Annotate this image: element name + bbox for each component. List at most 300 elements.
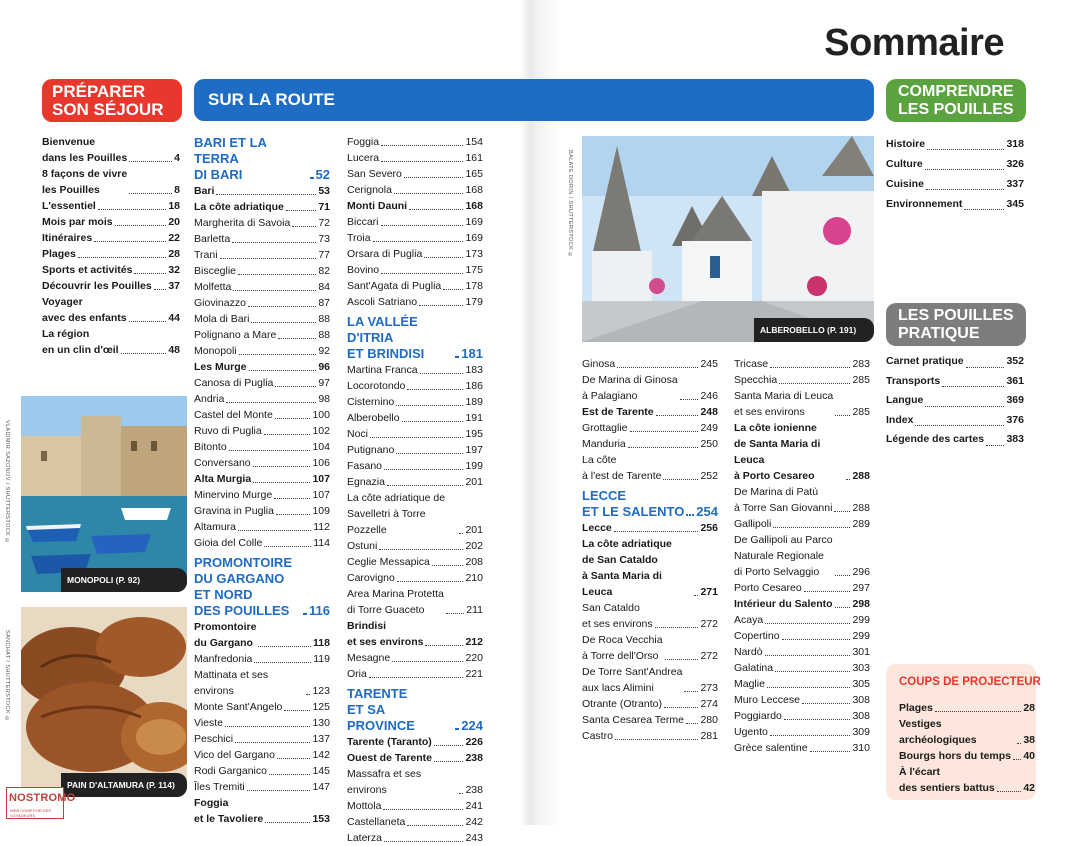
photo-credit: SANCHAT / SHUTTERSTOCK © (4, 630, 10, 723)
toc-entry-page: 100 (312, 409, 330, 421)
toc-entry-page: 361 (1006, 374, 1024, 387)
leader-dots (238, 530, 311, 531)
toc-entry[interactable] (194, 715, 330, 731)
leader-dots (129, 321, 167, 322)
toc-entry-title: Manduria (582, 438, 626, 450)
toc-entry[interactable] (194, 311, 330, 327)
toc-entry-title: Carovigno (347, 572, 395, 584)
section-label: PRÉPARER SON SÉJOUR (52, 82, 164, 119)
toc-entry[interactable] (347, 538, 483, 554)
toc-entry[interactable] (347, 150, 483, 166)
toc-entry[interactable] (734, 532, 870, 580)
toc-entry-page: 202 (465, 540, 483, 552)
toc-entry[interactable] (194, 183, 330, 199)
toc-entry[interactable] (734, 724, 870, 740)
toc-entry-page: 221 (465, 668, 483, 680)
toc-entry[interactable] (194, 135, 330, 183)
toc-entry-title: La côte adriatique de Savelletri à Torre Pozzelle (347, 492, 446, 536)
toc-entry-title: Monti Dauni (347, 200, 408, 212)
leader-dots (775, 671, 850, 672)
toc-entry-title: Les Murge (194, 361, 247, 373)
toc-entry-page: 18 (168, 200, 180, 212)
leader-dots (264, 434, 311, 435)
toc-entry-page: 352 (1006, 355, 1024, 367)
toc-entry-title: Mois par mois (42, 216, 113, 228)
toc-entry[interactable] (194, 343, 330, 359)
toc-entry[interactable] (582, 664, 718, 696)
toc-entry[interactable] (347, 490, 483, 538)
leader-dots (247, 790, 311, 791)
toc-entry-title: Biccari (347, 216, 379, 228)
leader-dots (396, 405, 463, 406)
leader-dots (614, 531, 699, 532)
toc-entry[interactable] (734, 596, 870, 612)
photo-caption: PAIN D'ALTAMURA (P. 114) (61, 773, 187, 797)
toc-entry[interactable] (347, 230, 483, 246)
leader-dots (835, 607, 851, 608)
toc-entry-page: 226 (465, 736, 483, 748)
toc-entry-title: Grottaglie (582, 422, 628, 434)
toc-entry-title: Noci (347, 428, 369, 440)
toc-entry[interactable] (347, 666, 483, 682)
leader-dots (663, 479, 698, 480)
leader-dots (997, 791, 1022, 792)
leader-dots (784, 719, 851, 720)
toc-entry[interactable] (42, 214, 180, 230)
toc-entry-title: Bourgs hors du temps (899, 750, 1012, 762)
toc-entry[interactable] (582, 632, 718, 664)
toc-entry[interactable] (734, 580, 870, 596)
toc-entry[interactable] (194, 263, 330, 279)
leader-dots (835, 415, 850, 416)
leader-dots (765, 623, 850, 624)
leader-dots (432, 565, 464, 566)
toc-entry-page: 310 (852, 742, 870, 754)
toc-entry-title: Histoire (886, 138, 926, 150)
toc-entry[interactable] (886, 430, 1024, 450)
toc-entry[interactable] (347, 378, 483, 394)
nostromo-logo (6, 787, 76, 819)
toc-entry-title: Sant'Agata di Puglia (347, 280, 442, 292)
leader-dots (253, 466, 311, 467)
leader-dots (409, 209, 463, 210)
toc-entry[interactable] (582, 600, 718, 632)
leader-dots (770, 367, 850, 368)
toc-entry[interactable] (347, 246, 483, 262)
toc-entry[interactable] (582, 696, 718, 712)
toc-entry-title: Intérieur du Salento (734, 598, 833, 610)
toc-entry[interactable] (194, 407, 330, 423)
toc-entry-title: Alta Murgia (194, 473, 252, 485)
toc-entry-page: 288 (852, 502, 870, 514)
leader-dots (275, 386, 316, 387)
toc-entry[interactable] (194, 555, 330, 619)
toc-entry[interactable] (194, 651, 330, 667)
toc-entry[interactable] (194, 619, 330, 651)
toc-entry[interactable] (42, 198, 180, 214)
toc-entry-page: 88 (318, 313, 330, 325)
toc-entry[interactable] (582, 356, 718, 372)
leader-dots (407, 389, 463, 390)
toc-entry[interactable] (347, 362, 483, 378)
leader-dots (381, 161, 463, 162)
toc-entry[interactable] (734, 356, 870, 372)
toc-entry[interactable] (194, 487, 330, 503)
toc-entry[interactable] (194, 423, 330, 439)
leader-dots (655, 627, 699, 628)
toc-entry[interactable] (194, 699, 330, 715)
toc-entry-title: Légende des cartes (886, 433, 985, 445)
toc-entry[interactable] (194, 391, 330, 407)
toc-entry-title: Lucera (347, 152, 380, 164)
toc-entry[interactable] (42, 278, 180, 294)
toc-entry-page: 376 (1006, 413, 1024, 426)
toc-entry[interactable] (886, 154, 1024, 174)
toc-entry-page: 82 (318, 265, 330, 277)
leader-dots (387, 485, 464, 486)
leader-dots (248, 306, 316, 307)
toc-entry-title: Bari (194, 185, 215, 197)
toc-entry[interactable] (194, 247, 330, 263)
toc-entry-title: La région en un clin d'œil (42, 328, 119, 356)
toc-entry-title: TARENTE ET SA PROVINCE (347, 686, 415, 733)
toc-entry-page: 248 (700, 406, 718, 418)
toc-entry-page: 252 (700, 470, 718, 482)
toc-entry[interactable] (734, 740, 870, 756)
toc-entry[interactable] (582, 520, 718, 536)
toc-entry[interactable] (194, 535, 330, 551)
toc-entry-page: 116 (309, 603, 330, 618)
toc-entry[interactable] (734, 628, 870, 644)
photo-caption: MONOPOLI (P. 92) (61, 568, 187, 592)
leader-dots (379, 549, 463, 550)
toc-entry[interactable] (347, 394, 483, 410)
toc-entry[interactable] (582, 420, 718, 436)
toc-entry[interactable] (347, 750, 483, 766)
toc-entry[interactable] (194, 779, 330, 795)
leader-dots (419, 305, 463, 306)
toc-entry[interactable] (347, 278, 483, 294)
toc-entry[interactable] (734, 692, 870, 708)
toc-entry-page: 285 (852, 374, 870, 386)
toc-entry[interactable] (347, 830, 483, 846)
photo-credit: BALATE DORIN / SHUTTERSTOCK © (567, 150, 573, 259)
toc-entry[interactable] (582, 436, 718, 452)
toc-entry[interactable] (194, 455, 330, 471)
toc-entry-title: Grèce salentine (734, 742, 808, 754)
toc-entry-page: 112 (313, 521, 330, 533)
toc-entry[interactable] (194, 295, 330, 311)
toc-entry-title: Gallipoli (734, 518, 772, 530)
toc-entry-title: Martina Franca (347, 364, 418, 376)
toc-entry[interactable] (194, 199, 330, 215)
toc-entry-page: 212 (465, 636, 483, 648)
toc-entry[interactable] (347, 618, 483, 650)
toc-entry[interactable] (194, 519, 330, 535)
toc-entry-page: 104 (312, 441, 330, 453)
toc-entry-title: Copertino (734, 630, 780, 642)
toc-entry[interactable] (582, 404, 718, 420)
toc-entry[interactable] (347, 686, 483, 734)
toc-entry-page: 303 (852, 662, 870, 674)
toc-entry[interactable] (194, 471, 330, 487)
toc-entry-page: 220 (465, 652, 483, 664)
toc-entry[interactable] (347, 798, 483, 814)
toc-entry-title: Ginosa (582, 358, 616, 370)
toc-entry[interactable] (734, 388, 870, 420)
toc-entry-title: Andria (194, 393, 225, 405)
toc-entry-page: 114 (313, 537, 330, 549)
toc-entry[interactable] (347, 410, 483, 426)
leader-dots (459, 533, 463, 534)
toc-entry[interactable] (886, 194, 1024, 214)
toc-entry-page: 337 (1006, 178, 1024, 190)
toc-entry[interactable] (582, 536, 718, 600)
toc-entry[interactable] (886, 391, 1024, 411)
leader-dots (615, 739, 699, 740)
toc-entry[interactable] (42, 166, 180, 198)
toc-entry-title: Galatina (734, 662, 774, 674)
toc-entry[interactable] (347, 554, 483, 570)
toc-entry[interactable] (347, 734, 483, 750)
toc-entry[interactable] (194, 439, 330, 455)
toc-entry-title: Bitonto (194, 441, 227, 453)
toc-entry-page: 130 (312, 717, 330, 729)
toc-entry-title: Santa Cesarea Terme (582, 714, 684, 726)
toc-entry[interactable] (194, 667, 330, 699)
toc-entry-page: 125 (312, 701, 330, 713)
leader-dots (656, 415, 699, 416)
toc-entry-page: 32 (168, 264, 180, 276)
toc-entry[interactable] (194, 503, 330, 519)
toc-entry[interactable] (886, 372, 1024, 392)
toc-entry-title: Cuisine (886, 178, 924, 190)
toc-entry-title: Cerignola (347, 184, 392, 196)
toc-entry[interactable] (582, 488, 718, 520)
toc-entry-title: Nardò (734, 646, 763, 658)
toc-entry-title: Muro Leccese (734, 694, 800, 706)
toc-entry[interactable] (194, 763, 330, 779)
leader-dots (396, 453, 463, 454)
toc-entry[interactable] (194, 731, 330, 747)
toc-entry[interactable] (582, 728, 718, 744)
leader-dots (927, 149, 1004, 150)
toc-entry[interactable] (194, 375, 330, 391)
toc-entry-page: 52 (315, 167, 330, 182)
toc-entry[interactable] (347, 182, 483, 198)
toc-list-route-col4 (734, 356, 870, 756)
toc-entry-page: 145 (312, 765, 330, 777)
toc-entry-title: Polignano a Mare (194, 329, 277, 341)
toc-entry-page: 250 (700, 438, 718, 450)
leader-dots (310, 177, 314, 179)
toc-entry-page: 175 (465, 264, 483, 276)
toc-entry[interactable] (194, 215, 330, 231)
toc-entry[interactable] (347, 166, 483, 182)
leader-dots (275, 418, 311, 419)
toc-entry-title: PROMONTOIRE DU GARGANO ET NORD DES POUILLES (194, 555, 292, 618)
toc-entry[interactable] (347, 766, 483, 798)
toc-entry[interactable] (886, 411, 1024, 431)
leader-dots (964, 209, 1004, 210)
toc-entry[interactable] (734, 644, 870, 660)
leader-dots (249, 370, 317, 371)
toc-entry[interactable] (194, 795, 330, 827)
leader-dots (434, 761, 463, 762)
leader-dots (276, 514, 311, 515)
leader-dots (926, 189, 1005, 190)
toc-entry-title: Trani (194, 249, 218, 261)
toc-entry[interactable] (734, 612, 870, 628)
toc-entry-page: 147 (312, 781, 330, 793)
toc-entry[interactable] (734, 372, 870, 388)
toc-entry[interactable] (347, 442, 483, 458)
toc-entry-title: Carnet pratique (886, 355, 964, 367)
toc-entry-title: Foggia (347, 136, 380, 148)
leader-dots (392, 661, 463, 662)
toc-entry[interactable] (899, 748, 1035, 764)
leader-dots (303, 613, 307, 615)
leader-dots (628, 447, 699, 448)
toc-entry-title: Oria (347, 668, 367, 680)
leader-dots (129, 193, 172, 194)
toc-entry[interactable] (347, 458, 483, 474)
toc-entry-title: Ceglie Messapica (347, 556, 430, 568)
toc-entry-title: Locorotondo (347, 380, 406, 392)
toc-entry-page: 20 (168, 216, 180, 228)
toc-entry[interactable] (347, 586, 483, 618)
toc-entry[interactable] (194, 359, 330, 375)
toc-entry-title: Conversano (194, 457, 251, 469)
toc-entry-page: 197 (465, 444, 483, 456)
toc-entry-title: Giovinazzo (194, 297, 246, 309)
toc-entry[interactable] (347, 134, 483, 150)
toc-entry[interactable] (42, 246, 180, 262)
toc-entry[interactable] (734, 484, 870, 516)
toc-entry[interactable] (734, 660, 870, 676)
toc-entry-title: Bisceglie (194, 265, 237, 277)
toc-entry-title: À l'écart des sentiers battus (899, 766, 995, 794)
toc-entry-page: 189 (465, 396, 483, 408)
toc-entry[interactable] (194, 231, 330, 247)
photo-pain-altamura (21, 607, 187, 797)
toc-entry-title: Îles Tremiti (194, 781, 245, 793)
toc-entry[interactable] (194, 747, 330, 763)
toc-entry[interactable] (347, 650, 483, 666)
toc-entry[interactable] (347, 198, 483, 214)
toc-entry[interactable] (734, 420, 870, 484)
toc-entry-title: Minervino Murge (194, 489, 273, 501)
leader-dots (397, 581, 464, 582)
leader-dots (765, 655, 851, 656)
toc-entry-title: Ostuni (347, 540, 378, 552)
toc-entry[interactable] (582, 452, 718, 484)
toc-entry-page: 179 (465, 296, 483, 308)
toc-entry[interactable] (734, 516, 870, 532)
toc-entry[interactable] (899, 764, 1035, 796)
toc-entry-title: Culture (886, 158, 923, 170)
toc-entry[interactable] (899, 716, 1035, 748)
toc-entry-page: 308 (852, 710, 870, 722)
toc-entry-title: La côte adriatique de San Cataldo à Santa Maria di Leuca (582, 538, 672, 598)
toc-entry[interactable] (347, 474, 483, 490)
toc-entry-page: 191 (465, 412, 483, 424)
leader-dots (384, 469, 463, 470)
toc-entry[interactable] (347, 426, 483, 442)
toc-entry[interactable] (886, 352, 1024, 372)
leader-dots (292, 226, 316, 227)
toc-entry-page: 273 (700, 682, 718, 694)
toc-entry[interactable] (347, 814, 483, 830)
toc-entry[interactable] (886, 134, 1024, 154)
leader-dots (233, 290, 316, 291)
toc-entry[interactable] (347, 262, 483, 278)
leader-dots (253, 482, 310, 483)
logo-tagline: WEB COMPTOIR DES VOYAGEURS (10, 808, 52, 818)
toc-entry[interactable] (42, 294, 180, 326)
leader-dots (381, 273, 463, 274)
leader-dots (835, 575, 851, 576)
toc-entry-page: 72 (318, 217, 330, 229)
toc-entry[interactable] (194, 327, 330, 343)
toc-list-pratique (886, 352, 1024, 450)
toc-entry[interactable] (347, 314, 483, 362)
section-label: COMPRENDRE LES POUILLES (898, 83, 1014, 118)
toc-entry-page: 37 (168, 280, 180, 292)
toc-entry-title: Manfredonia (194, 653, 253, 665)
toc-entry[interactable] (42, 134, 180, 166)
leader-dots (235, 742, 310, 743)
toc-entry-title: De Marina di Ginosa à Palagiano (582, 374, 678, 402)
toc-list-route-col2 (347, 134, 483, 846)
toc-entry[interactable] (42, 262, 180, 278)
toc-entry-page: 238 (465, 752, 483, 764)
toc-entry-page: 71 (318, 201, 330, 213)
toc-entry-title: San Cataldo et ses environs (582, 602, 653, 630)
toc-entry-title: Fasano (347, 460, 383, 472)
toc-entry-title: Ouest de Tarente (347, 752, 432, 764)
toc-entry-page: 168 (465, 184, 483, 196)
leader-dots (404, 177, 464, 178)
toc-entry[interactable] (347, 570, 483, 586)
toc-entry-title: De Torre Sant'Andrea aux lacs Alimini (582, 666, 683, 694)
leader-dots (915, 425, 1004, 426)
toc-entry[interactable] (42, 326, 180, 358)
harbor-image (21, 396, 187, 592)
toc-entry-title: Ruvo di Puglia (194, 425, 262, 437)
toc-entry[interactable] (347, 214, 483, 230)
toc-entry[interactable] (582, 712, 718, 728)
toc-entry[interactable] (347, 294, 483, 310)
toc-entry-page: 183 (465, 364, 483, 376)
toc-entry[interactable] (734, 676, 870, 692)
toc-entry-page: 165 (465, 168, 483, 180)
toc-entry[interactable] (582, 372, 718, 404)
toc-entry-page: 326 (1006, 158, 1024, 170)
leader-dots (284, 710, 310, 711)
toc-entry[interactable] (194, 279, 330, 295)
toc-entry-page: 154 (465, 136, 483, 148)
toc-entry[interactable] (734, 708, 870, 724)
toc-entry-page: 137 (312, 733, 330, 745)
leader-dots (443, 289, 463, 290)
toc-entry[interactable] (42, 230, 180, 246)
toc-entry-page: 84 (318, 281, 330, 293)
toc-entry-page: 102 (312, 425, 330, 437)
toc-entry[interactable] (886, 174, 1024, 194)
toc-entry[interactable] (899, 700, 1035, 716)
toc-entry-page: 211 (466, 604, 483, 616)
